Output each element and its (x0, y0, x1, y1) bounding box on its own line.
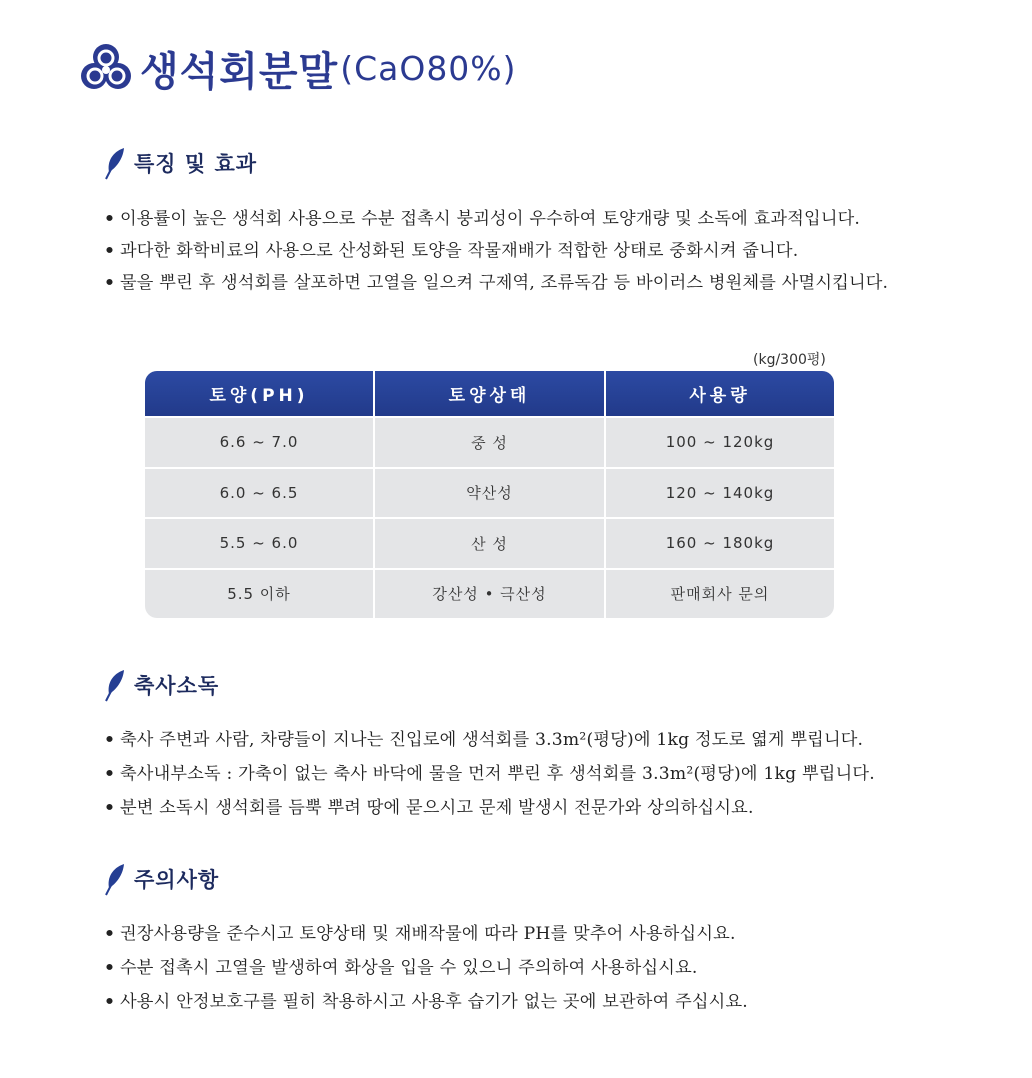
table-unit: (kg/300평) (753, 352, 826, 368)
table-cell: 120 ~ 140kg (605, 468, 834, 519)
bullet-text: 이용률이 높은 생석회 사용으로 수분 접촉시 붕괴성이 우수하여 토양개량 및 소독에 효과적입니다. (120, 209, 861, 229)
page-header (78, 40, 517, 96)
leaf-icon (104, 146, 126, 180)
bullet-text: 축사 주변과 사람, 차량들이 지나는 진입로에 생석회를 3.3m²(평당)에 1kg 정도로 엷게 뿌립니다. (120, 730, 864, 750)
table-cell: 강산성 • 극산성 (374, 569, 605, 619)
bullet-icon: • (104, 958, 116, 978)
bullet-icon: • (104, 241, 116, 261)
usage-table (145, 371, 834, 618)
table-row (145, 569, 834, 619)
bullet-text: 사용시 안정보호구를 필히 착용하시고 사용후 습기가 없는 곳에 보관하여 주십시요. (120, 992, 748, 1012)
table-cell: 산 성 (374, 518, 605, 569)
bullet-text: 수분 접촉시 고열을 발생하여 화상을 입을 수 있으니 주의하여 사용하십시요. (120, 958, 698, 978)
bullet-text: 과다한 화학비료의 사용으로 산성화된 토양을 작물재배가 적합한 상태로 중화시켜 줍니다. (120, 241, 799, 261)
bullet-icon: • (104, 730, 116, 750)
bullet-icon: • (104, 764, 116, 784)
page-title-formula: (CaO80%) (340, 48, 517, 88)
list-item (104, 987, 748, 1012)
table-cell: 약산성 (374, 468, 605, 519)
list-item (104, 919, 736, 944)
section-title: 특징 및 효과 (134, 152, 258, 176)
trefoil-logo-icon (78, 40, 134, 96)
section-title: 축사소독 (134, 674, 220, 698)
table-cell: 6.6 ~ 7.0 (145, 417, 374, 468)
table-row (145, 468, 834, 519)
bullet-text: 축사내부소독 : 가축이 없는 축사 바닥에 물을 먼저 뿌린 후 생석회를 3.3m²(평당)에 1kg 뿌립니다. (120, 764, 875, 784)
table-row (145, 518, 834, 569)
section-features (104, 146, 889, 293)
section-cautions (104, 862, 748, 1012)
bullet-icon: • (104, 798, 116, 818)
column-header-soil-state: 토양상태 (374, 371, 605, 417)
bullet-text: 권장사용량을 준수시고 토양상태 및 재배작물에 따라 PH를 맞추어 사용하십시요. (120, 924, 736, 944)
table-cell: 5.5 이하 (145, 569, 374, 619)
section-disinfection (104, 668, 875, 818)
list-item (104, 759, 875, 784)
table-row (145, 417, 834, 468)
list-item (104, 268, 888, 293)
list-item (104, 793, 754, 818)
list-item (104, 725, 863, 750)
bullet-icon: • (104, 924, 116, 944)
bullet-icon: • (104, 209, 116, 229)
bullet-text: 분변 소독시 생석회를 듬뿍 뿌려 땅에 묻으시고 문제 발생시 전문가와 상의하십시요. (120, 798, 754, 818)
section-header (104, 862, 219, 896)
table-cell: 중 성 (374, 417, 605, 468)
list-item (104, 236, 798, 261)
table-cell: 판매회사 문의 (605, 569, 834, 619)
section-header (104, 146, 257, 180)
list-item (104, 953, 698, 978)
table-cell: 6.0 ~ 6.5 (145, 468, 374, 519)
bullet-icon: • (104, 273, 116, 293)
bullet-icon: • (104, 992, 116, 1012)
table-header-row (145, 371, 834, 417)
table-cell: 160 ~ 180kg (605, 518, 834, 569)
list-item (104, 204, 860, 229)
table-cell: 5.5 ~ 6.0 (145, 518, 374, 569)
leaf-icon (104, 668, 126, 702)
column-header-usage: 사용량 (605, 371, 834, 417)
section-header (104, 668, 219, 702)
table-cell: 100 ~ 120kg (605, 417, 834, 468)
page-title: 생석회분말 (140, 48, 339, 95)
section-title: 주의사항 (134, 868, 220, 892)
column-header-soil-ph: 토양(PH) (145, 371, 374, 417)
leaf-icon (104, 862, 126, 896)
bullet-text: 물을 뿌린 후 생석회를 살포하면 고열을 일으켜 구제역, 조류독감 등 바이러스 병원체를 사멸시킵니다. (120, 273, 889, 293)
